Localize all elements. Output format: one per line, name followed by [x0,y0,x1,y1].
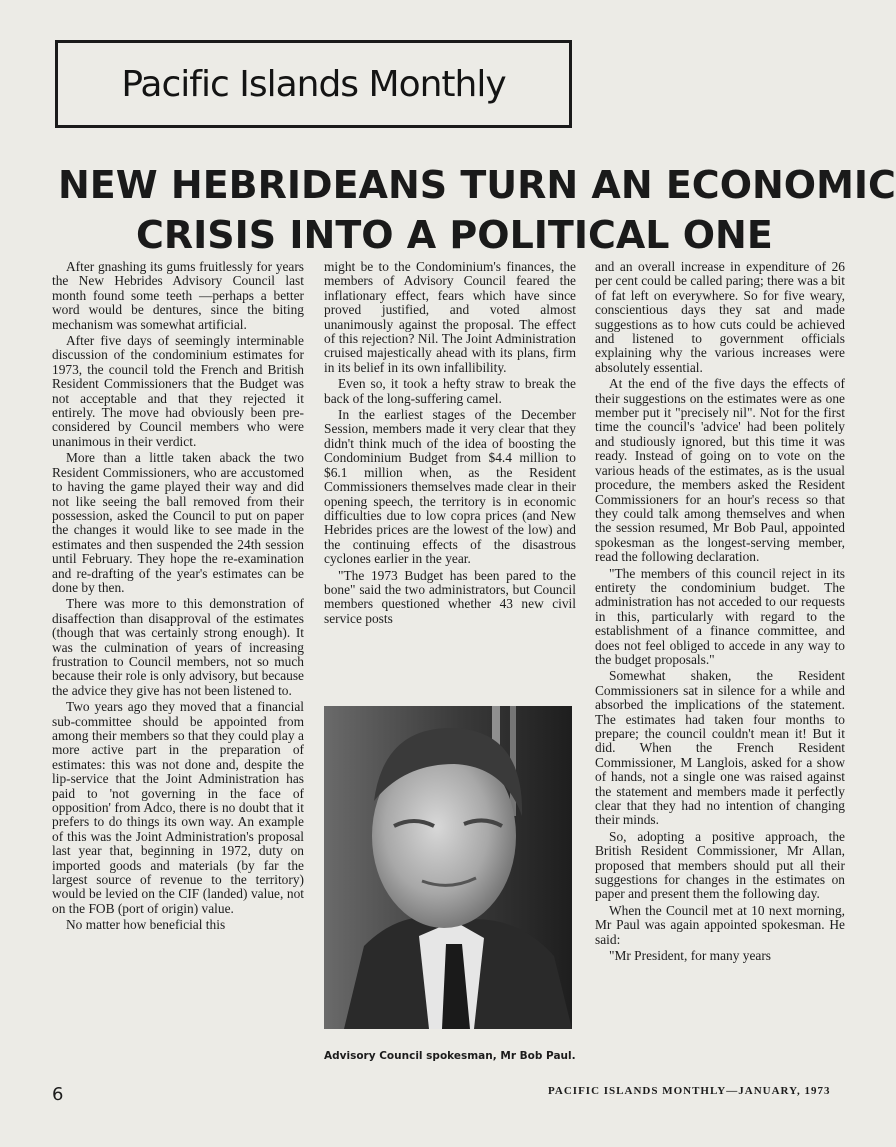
paragraph: "The 1973 Budget has been pared to the bone" said the two administrators, but Council members questioned whether 43 new civil service posts [324,567,576,626]
article-column-1 [52,260,304,1068]
article-column-3 [595,259,845,1080]
article-headline [0,160,896,260]
paragraph: At the end of the five days the effects of their suggestions on the estimates were as one member put it "precisely nil". Not for the first time the council's 'advice' had been politely and studiously ignored, but this time it was ready. Instead of going on to vote on the various heads of the estimates, as is the usual procedure, the members asked the Resident Commissioners for an hour's recess so that they could talk among themselves and when the session resumed, Mr Bob Paul, appointed spokesman as the longest-serving member, read the following declaration. [595,376,845,565]
headline-line-2: CRISIS INTO A POLITICAL ONE [136,213,773,257]
paragraph: Somewhat shaken, the Resident Commissioners sat in silence for a while and absorbed the implications of the statement. The estimates had taken four months to prepare; the council couldn't mean it! But it did. When the French Resident Commissioner, M Langlois, asked for a show of hands, not a single one was raised against the statement and members made it perfectly clear that they had no intention of changing their minds. [595,668,845,828]
paragraph: So, adopting a positive approach, the British Resident Commissioner, Mr Allan, proposed that members should put all their suggestions for changes in the estimates on paper and present them the following day. [595,828,845,902]
paragraph: No matter how beneficial this [66,917,226,933]
paragraph: and an overall increase in expenditure of 26 per cent could be called paring; there was a bit of fat left on everywhere. So for five weary, conscientious days they sat and made suggestions as to how cuts could be achieved and listened to government officials explaining why the various increases were absolutely essential. [595,259,845,375]
paragraph: "Mr President, for many years [609,948,772,964]
paragraph: After gnashing its gums fruitlessly for years the New Hebrides Advisory Council last month found some teeth —perhaps a better word would be dentures, since the biting mechanism was somewhat artificial. [52,259,304,332]
masthead-title: Pacific Islands Monthly [121,63,506,105]
paragraph: In the earliest stages of the December Session, members made it very clear that they didn't think much of the idea of boosting the Condominium Budget from $4.4 million to $6.1 million when, as the Resident Commissioners themselves made clear in their opening speech, the territory is in economic difficulties due to low copra prices (and New Hebrides prices are the lowest of the low) and the continuing effects of the disastrous cyclones earlier in the year. [324,407,576,567]
portrait-illustration [324,706,572,1029]
paragraph: Even so, it took a hefty straw to break the back of the long-suffering camel. [324,376,576,406]
masthead-box [55,40,572,128]
portrait-photo [324,706,572,1029]
paragraph: Two years ago they moved that a financial sub-committee should be appointed from among their members so that they could play a more active part in the preparation of estimates: this was not done and, despite the lip-service that the Joint Administration has paid to 'not governing in the face of opposition' from Adco, there is no doubt that it prefers to do things its own way. An example of this was the Joint Administration's proposal last year that, beginning in 1972, duty on imported goods and materials (by far the largest source of revenue to the territory) would be levied on the CIF (landed) value, not on the FOB (port of origin) value. [52,699,304,916]
paragraph: There was more to this demonstration of disaffection than disapproval of the estimates (though that was certainly strong enough). It was the culmination of years of increasing frustration to Council members, not so much because their role is only advisory, but because the advice they give has not been listened to. [52,596,304,698]
paragraph: More than a little taken aback the two Resident Commissioners, who are accustomed to having the game played their way and did not like seeing the ball removed from their possession, asked the Council to put on paper the changes it would like to see made in the estimates and then suspended the 24th session until February. They hope the re-examination and re-drafting of the year's estimates can be done by then. [52,450,304,595]
photo-caption: Advisory Council spokesman, Mr Bob Paul. [324,1050,576,1062]
page-number: 6 [52,1084,64,1105]
article-column-2 [324,260,576,715]
paragraph: "The members of this council reject in its entirety the condominium budget. The administration has not acceded to our requests in this, particularly with regard to the establishment of a finance committee, and does not feel obliged to accede in any way to the budget proposals." [595,565,845,667]
running-head: PACIFIC ISLANDS MONTHLY—JANUARY, 1973 [548,1085,831,1097]
headline-line-1: NEW HEBRIDEANS TURN AN ECONOMIC [58,163,896,207]
paragraph: After five days of seemingly interminable discussion of the condominium estimates for 1973, the council told the French and British Resident Commissioners that the Budget was not acceptable and that they rejected it entirely. The move had obviously been pre-considered by Council members who were unanimous in their verdict. [52,333,304,449]
paragraph: When the Council met at 10 next morning, Mr Paul was again appointed spokesman. He said: [595,902,845,947]
paragraph: might be to the Condominium's finances, the members of Advisory Council feared the inflationary effect, fears which have since proved justified, and voted almost unanimously against the proposal. The effect of this rejection? Nil. The Joint Administration cruised majestically ahead with its plans, firm in its belief in its own infallibility. [324,259,576,375]
